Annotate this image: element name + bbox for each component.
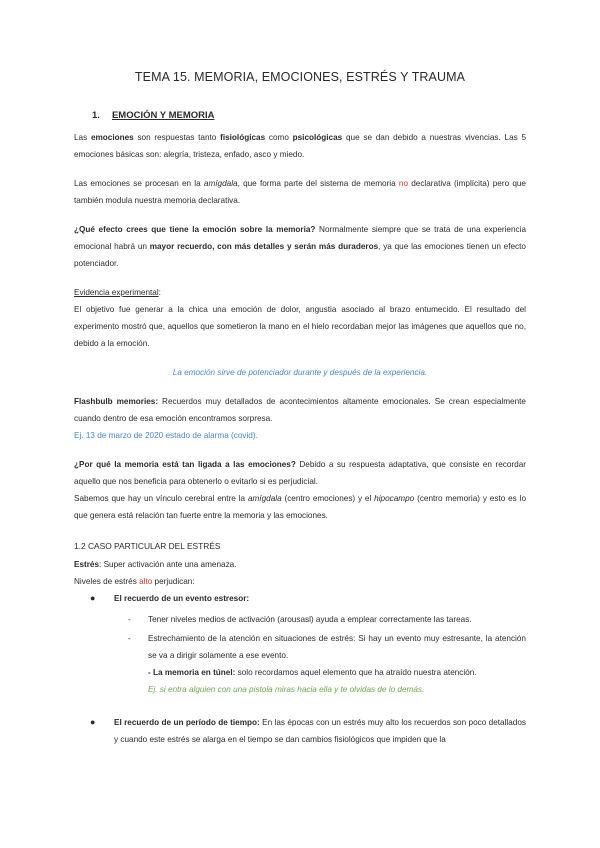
text: , que forma parte del sistema de memoria [237, 179, 399, 188]
list-item-evento-estresor [74, 590, 526, 607]
red-term: no [398, 179, 409, 188]
text: Tener niveles medios de activación (arousasl) ayuda a emplear correctamente las tareas. [148, 615, 472, 624]
text: Estrechamiento de la atención en situaciones de estrés: Si hay un evento muy estresante, la atención se va a dirigir solamente a ese evento. [148, 634, 526, 660]
paragraph-emociones [74, 129, 526, 163]
paragraph-efecto [74, 221, 526, 272]
italic-term: hipocampo [374, 494, 415, 503]
section-title: EMOCIÓN Y MEMORIA [111, 110, 215, 121]
bold-question: ¿Por qué la memoria está tan ligada a las emociones? [74, 460, 296, 469]
section-number: 1. [92, 110, 100, 121]
text: , ya que las emociones tienen un efecto potenciador. [74, 242, 526, 268]
bullet-icon: ● [90, 717, 96, 727]
list-item-periodo-tiempo [74, 714, 526, 748]
text: Sabemos que hay un vínculo cerebral entre la [74, 494, 248, 503]
text: como [265, 133, 293, 142]
section-heading-1-2: 1.2 CASO PARTICULAR DEL ESTRÉS [74, 541, 221, 551]
text: que se dan debido a nuestras vivencias. Las 5 emociones básicas son: alegría, tristeza, enfado, asco y miedo. [74, 133, 526, 159]
evidence-heading [74, 284, 526, 301]
text: perjudican: [152, 577, 195, 586]
italic-term: amígdala [203, 179, 238, 188]
paragraph-amigdala [74, 175, 526, 209]
text: Normalmente siempre que se trata de una experiencia emocional habrá un [74, 225, 526, 251]
paragraph-estres [74, 556, 526, 573]
bold-term: psicológicas [292, 133, 343, 142]
sub-list-item [74, 630, 526, 664]
bold-term: mayor recuerdo, con más detalles y serán más duraderos [149, 242, 379, 251]
bold-term: Flashbulb memories: [74, 397, 159, 406]
text: Las emociones se procesan en la [74, 179, 204, 188]
bullet-icon: ● [90, 593, 96, 603]
highlight-note: La emoción sirve de potenciador durante y después de la experiencia. [172, 368, 428, 377]
paragraph-vinculo [74, 490, 526, 524]
paragraph-evidence [74, 301, 526, 352]
text: Recuerdos muy detallados de acontecimientos altamente emocionales. Se crean especialmente cuando dentro de esa emoción encontramos sorpresa. [74, 397, 526, 423]
text: En las épocas con un estrés muy alto los recuerdos son poco detallados y cuando este estrés se alarga en el tiempo se dan cambios fisiológicos que impiden que la [114, 718, 526, 744]
text: Debido a su respuesta adaptativa, que consiste en recordar aquello que nos beneficia para obtenerlo o evitarlo si es perjudicial. [74, 460, 526, 486]
tunnel-memory-line [74, 664, 526, 681]
bold-term: fisiológicas [220, 133, 266, 142]
text: (centro emociones) y el [281, 494, 375, 503]
bold-term: El recuerdo de un evento estresor: [114, 594, 250, 603]
paragraph-flashbulb [74, 393, 526, 427]
page-title: TEMA 15. MEMORIA, EMOCIONES, ESTRÉS Y TRAUMA [134, 70, 466, 84]
section-heading-1 [92, 110, 526, 121]
text: El objetivo fue generar a la chica una emoción de dolor, angustia asociado al brazo entumecido. El resultado del experimento mostró que, aquellos que sometieron la mano en el hielo recordaban mejor las imágenes que aquellos que no, debido a la emoción. [74, 305, 526, 348]
text: : [158, 288, 161, 297]
tunnel-example: Ej. si entra alguien con una pistola miras hacia ella y te olvidas de lo demás. [148, 685, 425, 694]
dash-icon: - [128, 615, 131, 624]
text: declarativa (implícita) pero que también modula nuestra memoria declarativa. [74, 179, 526, 205]
flashbulb-example: Ej. 13 de marzo de 2020 estado de alarma (covid). [74, 431, 258, 440]
bold-question: ¿Qué efecto crees que tiene la emoción sobre la memoria? [74, 225, 316, 234]
bold-term: emociones [90, 133, 134, 142]
text: : Super activación ante una amenaza. [99, 560, 237, 569]
text: (centro memoria) y esto es lo que genera está relación tan fuerte entre la memoria y las emociones. [74, 494, 526, 520]
bold-term: - La memoria en túnel: [148, 668, 236, 677]
underlined-label: Evidencia experimental [74, 288, 159, 297]
bold-term: El recuerdo de un período de tiempo: [114, 718, 260, 727]
bold-term: Estrés [74, 560, 100, 569]
text: Las [74, 133, 91, 142]
red-term: alto [139, 577, 153, 586]
dash-icon: - [128, 634, 131, 643]
paragraph-why [74, 456, 526, 490]
sub-list-item [74, 611, 526, 628]
text: solo recordamos aquel elemento que ha atraído nuestra atención. [235, 668, 477, 677]
paragraph-niveles [74, 573, 526, 590]
text: Niveles de estrés [74, 577, 140, 586]
text: son respuestas tanto [133, 133, 221, 142]
italic-term: amígdala [247, 494, 282, 503]
